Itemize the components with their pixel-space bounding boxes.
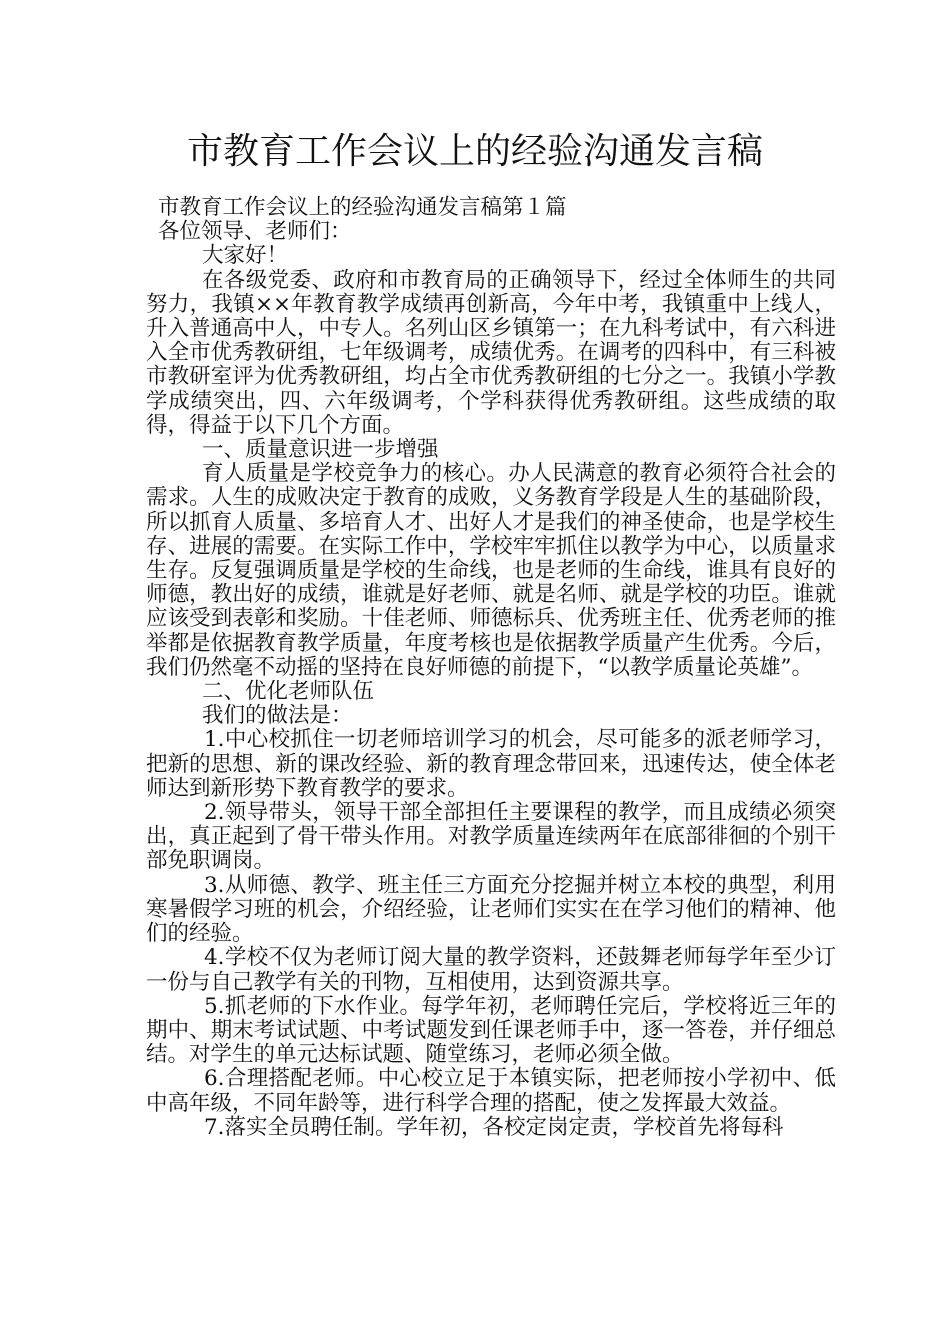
section-heading-teachers: 二、优化老师队伍 <box>202 679 375 705</box>
list-item-3: 3.从师德、教学、班主任三方面充分挖掘并树立本校的典型，利用寒暑假学习班的机会，介绍经验，让老师们实实在在学习他们的精神、他们的经验。 <box>146 872 836 947</box>
document-title: 市教育工作会议上的经验沟通发言稿 <box>186 131 763 172</box>
list-item-7: 7.落实全员聘任制。学年初，各校定岗定责，学校首先将每科 <box>204 1114 784 1140</box>
paragraph-quality: 育人质量是学校竞争力的核心。办人民满意的教育必须符合社会的需求。人生的成败决定于教育的成败，义务教育学段是人生的基础阶段，所以抓育人质量、多培育人才、出好人才是我们的神圣使命，也是学校生存、进展的需要。在实际工作中，学校牢牢抓住以教学为中心，以质量求生存。反复强调质量是学校的生命线，也是老师的生命线，谁具有良好的师德，教出好的成绩，谁就是好老师、就是名师、就是学校的功臣。谁就应该受到表彰和奖励。十佳老师、师德标兵、优秀班主任、优秀老师的推举都是依据教育教学质量，年度考核也是依据教学质量产生优秀。今后，我们仍然毫不动摇的坚持在良好师德的前提下，“以教学质量论英雄”。 <box>146 461 836 680</box>
section-heading-quality: 一、质量意识进一步增强 <box>202 437 439 463</box>
paragraph-intro: 在各级党委、政府和市教育局的正确领导下，经过全体师生的共同努力，我镇××年教育教学成绩再创新高，今年中考，我镇重中上线人，升入普通高中人，中专人。名列山区乡镇第一；在九科考试中，有六科进入全市优秀教研组，七年级调考，成绩优秀。在调考的四科中，有三科被市教研室评为优秀教研组，均占全市优秀教研组的七分之一。我镇小学教学成绩突出，四、六年级调考，个学科获得优秀教研组。这些成绩的取得，得益于以下几个方面。 <box>146 267 836 438</box>
document-body <box>146 196 836 1140</box>
document-subtitle: 市教育工作会议上的经验沟通发言稿第１篇 <box>158 195 567 220</box>
list-item-5: 5.抓老师的下水作业。每学年初，老师聘任完后，学校将近三年的期中、期末考试试题、中考试题发到任课老师手中，逐一答卷，并仔细总结。对学生的单元达标试题、随堂练习，老师必须全做。 <box>146 993 836 1068</box>
list-item-4: 4.学校不仅为老师订阅大量的教学资料，还鼓舞老师每学年至少订一份与自己教学有关的刊物，互相使用，达到资源共享。 <box>146 945 836 995</box>
list-item-2: 2.领导带头，领导干部全部担任主要课程的教学，而且成绩必须突出，真正起到了骨干带头作用。对教学质量连续两年在底部徘徊的个别干部免职调岗。 <box>146 800 836 874</box>
greeting: 大家好！ <box>202 243 289 269</box>
paragraph-approach: 我们的做法是： <box>202 703 353 729</box>
list-item-1: 1.中心校抓住一切老师培训学习的机会，尽可能多的派老师学习，把新的思想、新的课改经验、新的教育理念带回来，迅速传达，使全体老师达到新形势下教育教学的要求。 <box>146 727 836 801</box>
salutation: 各位领导、老师们： <box>158 219 352 245</box>
list-item-6: 6.合理搭配老师。中心校立足于本镇实际，把老师按小学初中、低中高年级，不同年龄等，进行科学合理的搭配，使之发挥最大效益。 <box>146 1066 836 1116</box>
